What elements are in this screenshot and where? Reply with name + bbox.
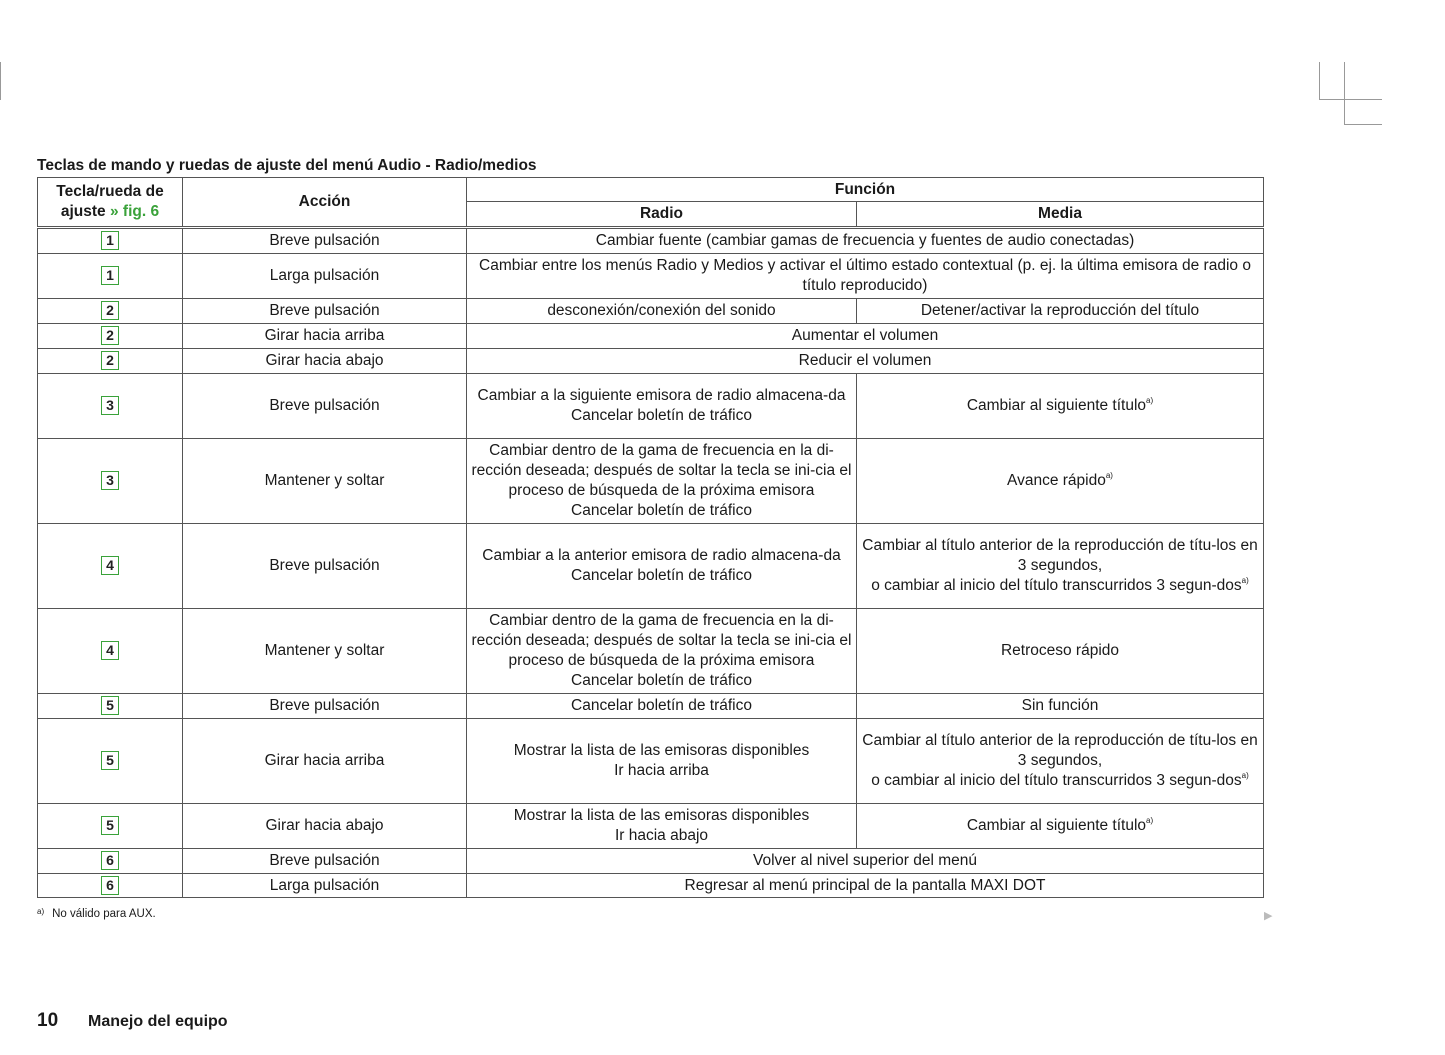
- key-cell: [38, 524, 183, 609]
- radio-text-2: Cancelar boletín de tráfico: [571, 672, 752, 689]
- media-text: Sin función: [1021, 697, 1099, 714]
- radio-cell: [467, 804, 857, 849]
- crop-mark: [1344, 62, 1345, 125]
- media-cell: [857, 439, 1264, 524]
- table-row: [38, 694, 1264, 719]
- key-badge: 6: [101, 851, 119, 870]
- footnote-text: No válido para AUX.: [52, 908, 156, 920]
- action-cell: Breve pulsación: [183, 524, 467, 609]
- radio-text: Cambiar dentro de la gama de frecuencia en la di-rección deseada; después de soltar la tecla se ini-cia el proceso de búsqueda de la próxima emisora: [471, 612, 852, 669]
- action-cell: Breve pulsación: [183, 694, 467, 719]
- radio-cell: [467, 719, 857, 804]
- radio-cell: [467, 524, 857, 609]
- media-text: Cambiar al título anterior de la reproducción de títu-los en 3 segundos,: [862, 732, 1258, 769]
- radio-text: Cambiar a la siguiente emisora de radio almacena-da: [477, 387, 846, 404]
- key-cell: [38, 874, 183, 898]
- note-mark: a): [1105, 471, 1113, 480]
- action-cell: Girar hacia abajo: [183, 804, 467, 849]
- header-media: Media: [857, 202, 1264, 228]
- action-cell: Breve pulsación: [183, 228, 467, 254]
- key-cell: [38, 254, 183, 299]
- key-cell: [38, 349, 183, 374]
- media-cell: [857, 694, 1264, 719]
- key-cell: [38, 228, 183, 254]
- media-cell: [857, 299, 1264, 324]
- table-row: [38, 349, 1264, 374]
- key-badge: 1: [101, 231, 119, 250]
- footnote-mark: a): [37, 907, 45, 916]
- action-cell: Girar hacia arriba: [183, 719, 467, 804]
- table-row: [38, 439, 1264, 524]
- media-text: Cambiar al siguiente título: [966, 397, 1147, 414]
- crop-mark: [1319, 99, 1382, 100]
- radio-text: Mostrar la lista de las emisoras disponibles: [513, 807, 810, 824]
- radio-text-2: Cancelar boletín de tráfico: [571, 567, 752, 584]
- media-line-2: [861, 771, 1259, 791]
- key-badge: 4: [101, 556, 119, 575]
- action-cell: Larga pulsación: [183, 874, 467, 898]
- key-badge: 3: [101, 396, 119, 415]
- action-cell: Mantener y soltar: [183, 439, 467, 524]
- radio-cell: [467, 299, 857, 324]
- note-mark: a): [1146, 396, 1154, 405]
- table-row: [38, 524, 1264, 609]
- radio-cell: [467, 439, 857, 524]
- media-text: Cambiar al siguiente título: [966, 817, 1147, 834]
- crop-mark: [1344, 124, 1382, 125]
- note-mark: a): [1146, 816, 1154, 825]
- key-cell: [38, 804, 183, 849]
- table-row: [38, 254, 1264, 299]
- action-cell: Breve pulsación: [183, 299, 467, 324]
- header-action: Acción: [183, 178, 467, 228]
- table-row: [38, 874, 1264, 898]
- media-text: Cambiar al título anterior de la reproducción de títu-los en 3 segundos,: [862, 537, 1258, 574]
- key-cell: [38, 719, 183, 804]
- content: [37, 156, 1263, 921]
- key-cell: [38, 374, 183, 439]
- table-row: [38, 324, 1264, 349]
- page-number: 10: [37, 1010, 59, 1031]
- media-text: Avance rápido: [1007, 472, 1106, 489]
- note-mark: a): [1241, 576, 1249, 585]
- key-badge: 2: [101, 326, 119, 345]
- key-badge: 6: [101, 876, 119, 895]
- header-function: Función: [467, 178, 1264, 202]
- radio-cell: [467, 609, 857, 694]
- action-cell: Larga pulsación: [183, 254, 467, 299]
- key-cell: [38, 694, 183, 719]
- key-badge: 5: [101, 696, 119, 715]
- function-cell: Aumentar el volumen: [467, 324, 1264, 349]
- media-cell: [857, 609, 1264, 694]
- media-text: Detener/activar la reproducción del título: [920, 302, 1200, 319]
- media-cell: [857, 374, 1264, 439]
- key-cell: [38, 439, 183, 524]
- key-badge: 5: [101, 816, 119, 835]
- crop-mark: [0, 62, 1, 100]
- key-cell: [38, 849, 183, 874]
- radio-cell: [467, 374, 857, 439]
- function-cell: Volver al nivel superior del menú: [467, 849, 1264, 874]
- action-cell: Girar hacia abajo: [183, 349, 467, 374]
- action-cell: Breve pulsación: [183, 849, 467, 874]
- function-cell: Regresar al menú principal de la pantalla MAXI DOT: [467, 874, 1264, 898]
- table-row: [38, 609, 1264, 694]
- key-badge: 3: [101, 471, 119, 490]
- media-line-2: [861, 576, 1259, 596]
- table-row: [38, 374, 1264, 439]
- header-key: [38, 178, 183, 228]
- table-row: [38, 299, 1264, 324]
- radio-cell: [467, 694, 857, 719]
- media-text: Retroceso rápido: [1000, 642, 1120, 659]
- next-page-arrow-icon: ▶: [1264, 910, 1273, 922]
- radio-text-2: Cancelar boletín de tráfico: [571, 502, 752, 519]
- crop-mark: [1319, 62, 1320, 100]
- controls-table: [37, 177, 1264, 898]
- radio-text: Cancelar boletín de tráfico: [571, 697, 752, 714]
- table-row: [38, 804, 1264, 849]
- media-cell: [857, 719, 1264, 804]
- media-text-2: o cambiar al inicio del título transcurridos 3 segun-dos: [871, 772, 1242, 789]
- figure-link[interactable]: » fig. 6: [110, 203, 160, 220]
- media-cell: [857, 524, 1264, 609]
- radio-text-2: Ir hacia arriba: [614, 762, 709, 779]
- radio-text: desconexión/conexión del sonido: [547, 302, 776, 319]
- action-cell: Girar hacia arriba: [183, 324, 467, 349]
- header-radio: Radio: [467, 202, 857, 228]
- action-cell: Breve pulsación: [183, 374, 467, 439]
- key-badge: 2: [101, 301, 119, 320]
- key-cell: [38, 299, 183, 324]
- table-row: [38, 228, 1264, 254]
- table-title: Teclas de mando y ruedas de ajuste del menú Audio - Radio/medios: [37, 157, 537, 174]
- media-cell: [857, 804, 1264, 849]
- media-text-2: o cambiar al inicio del título transcurridos 3 segun-dos: [871, 577, 1242, 594]
- header-key-label: Tecla/rueda de ajuste: [56, 183, 164, 220]
- radio-text: Mostrar la lista de las emisoras disponibles: [513, 742, 810, 759]
- function-cell: Cambiar fuente (cambiar gamas de frecuencia y fuentes de audio conectadas): [467, 228, 1264, 254]
- section-title: Manejo del equipo: [88, 1013, 228, 1030]
- footnote: [37, 907, 1263, 921]
- action-cell: Mantener y soltar: [183, 609, 467, 694]
- key-badge: 1: [101, 266, 119, 285]
- key-badge: 4: [101, 641, 119, 660]
- table-row: [38, 849, 1264, 874]
- key-cell: [38, 324, 183, 349]
- function-cell: Cambiar entre los menús Radio y Medios y activar el último estado contextual (p. ej. la última emisora de radio o título reproducido): [467, 254, 1264, 299]
- function-cell: Reducir el volumen: [467, 349, 1264, 374]
- key-badge: 2: [101, 351, 119, 370]
- radio-text-2: Ir hacia abajo: [614, 827, 709, 844]
- radio-text-2: Cancelar boletín de tráfico: [571, 407, 752, 424]
- note-mark: a): [1241, 771, 1249, 780]
- key-badge: 5: [101, 751, 119, 770]
- radio-text: Cambiar dentro de la gama de frecuencia en la di-rección deseada; después de soltar la tecla se ini-cia el proceso de búsqueda de la próxima emisora: [471, 442, 852, 499]
- key-cell: [38, 609, 183, 694]
- table-row: [38, 719, 1264, 804]
- radio-text: Cambiar a la anterior emisora de radio almacena-da: [482, 547, 841, 564]
